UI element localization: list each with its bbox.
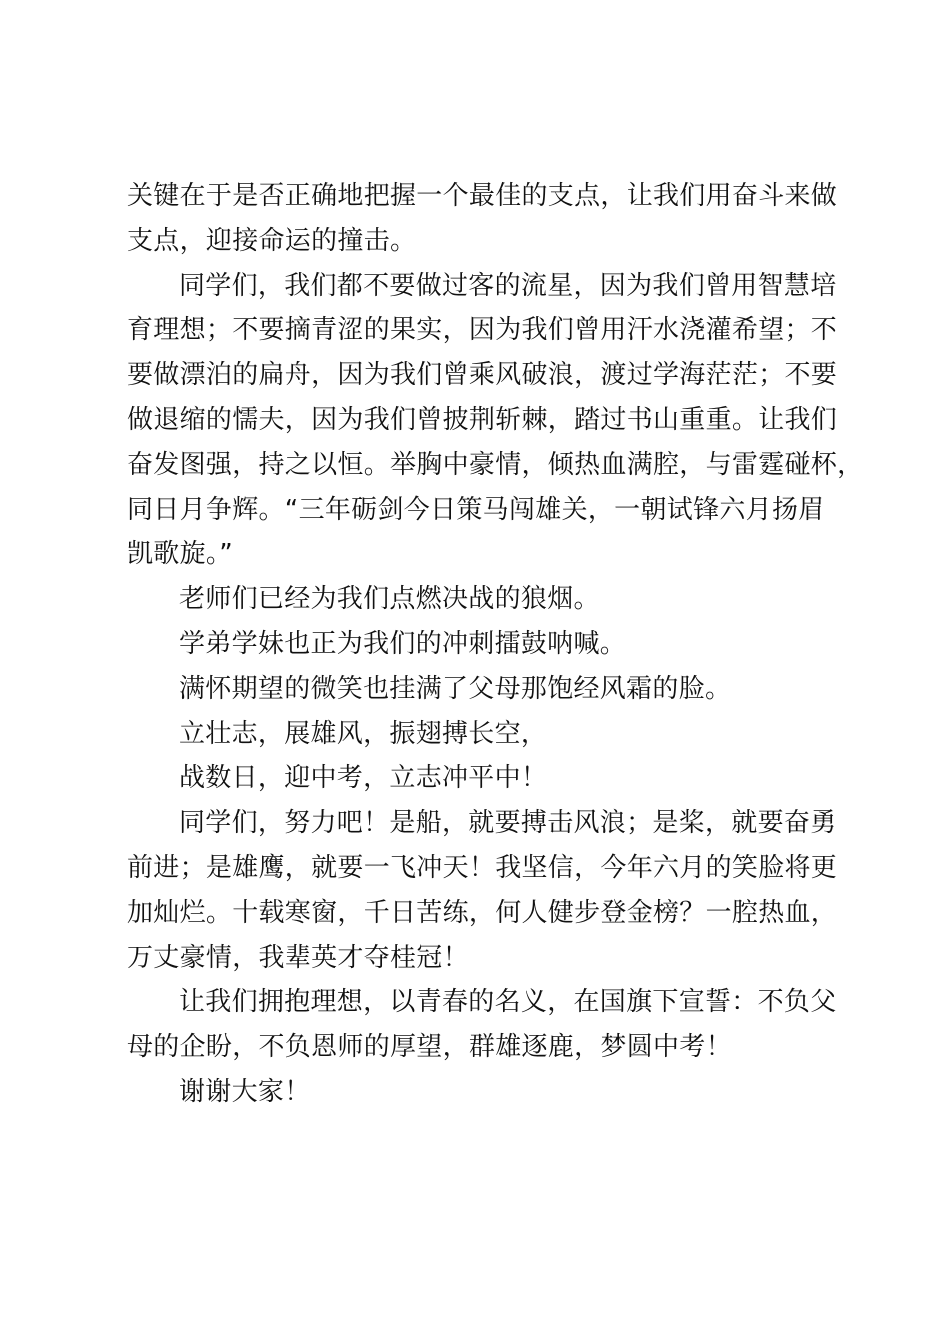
text-line: 关键在于是否正确地把握一个最佳的支点，让我们用奋斗来做: [127, 181, 838, 211]
text-line: 立壮志，展雄风，振翅搏长空，: [179, 718, 548, 749]
text-line: 战数日，迎中考，立志冲平中！: [179, 763, 548, 794]
text-line: 万丈豪情，我辈英才夺桂冠！: [127, 942, 469, 973]
text-line: 满怀期望的微笑也挂满了父母那饱经风霜的脸。: [179, 673, 732, 704]
text-line: 同学们，努力吧！是船，就要搏击风浪；是桨，就要奋勇: [179, 808, 837, 839]
text-line: 要做漂泊的扁舟，因为我们曾乘风破浪，渡过学海茫茫；不要: [127, 360, 838, 391]
text-line: 支点，迎接命运的撞击。: [127, 225, 417, 256]
text-line: 前进；是雄鹰，就要一飞冲天！我坚信，今年六月的笑脸将更: [127, 852, 838, 883]
text-line: 奋发图强，持之以恒。举胸中豪情，倾热血满腔，与雷霆碰杯，: [127, 449, 864, 480]
text-line: 加灿烂。十载寒窗，千日苦练，何人健步登金榜？一腔热血，: [127, 897, 838, 928]
text-line: 凯歌旋。”: [127, 539, 233, 570]
speech-body: [127, 174, 864, 1115]
text-line: 育理想；不要摘青涩的果实，因为我们曾用汗水浇灌希望；不: [127, 315, 838, 346]
text-line: 学弟学妹也正为我们的冲刺擂鼓呐喊。: [179, 628, 627, 659]
text-line: 同日月争辉。“三年砺剑今日策马闯雄关，一朝试锋六月扬眉: [127, 494, 825, 525]
text-line: 同学们，我们都不要做过客的流星，因为我们曾用智慧培: [179, 270, 837, 301]
text-line: 让我们拥抱理想，以青春的名义，在国旗下宣誓：不负父: [179, 987, 837, 1018]
text-line: 做退缩的懦夫，因为我们曾披荆斩棘，踏过书山重重。让我们: [127, 404, 838, 435]
text-line: 老师们已经为我们点燃决战的狼烟。: [179, 584, 600, 615]
text-line: 母的企盼，不负恩师的厚望，群雄逐鹿，梦圆中考！: [127, 1032, 732, 1063]
text-line: 谢谢大家！: [179, 1076, 311, 1107]
